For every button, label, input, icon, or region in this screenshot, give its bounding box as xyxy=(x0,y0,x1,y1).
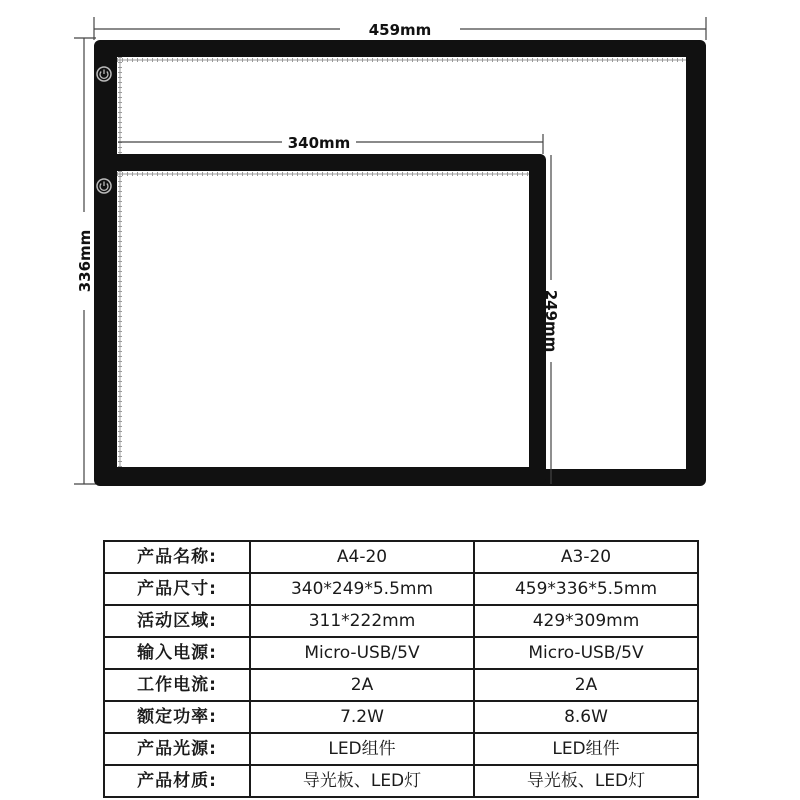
power-icon[interactable] xyxy=(97,67,111,81)
a3-value: 导光板、LED灯 xyxy=(474,765,698,797)
a3-width-label: 459mm xyxy=(368,21,432,39)
table-row xyxy=(104,637,698,669)
table-row xyxy=(104,605,698,637)
a3-value: 8.6W xyxy=(474,701,698,733)
a4-width-label: 340mm xyxy=(287,134,351,152)
a4-value: A4-20 xyxy=(250,541,474,573)
table-row xyxy=(104,701,698,733)
a3-value: 429*309mm xyxy=(474,605,698,637)
row-label: 活动区域: xyxy=(104,605,250,637)
a4-value: 340*249*5.5mm xyxy=(250,573,474,605)
a3-height-label: 336mm xyxy=(76,229,94,293)
a4-light-pad xyxy=(94,154,546,484)
a3-value: 459*336*5.5mm xyxy=(474,573,698,605)
table-row xyxy=(104,733,698,765)
a4-value: LED组件 xyxy=(250,733,474,765)
table-row xyxy=(104,669,698,701)
a3-value: Micro-USB/5V xyxy=(474,637,698,669)
table-row xyxy=(104,541,698,573)
table-row xyxy=(104,765,698,797)
a3-value: LED组件 xyxy=(474,733,698,765)
a4-value: 7.2W xyxy=(250,701,474,733)
row-label: 额定功率: xyxy=(104,701,250,733)
row-label: 产品材质: xyxy=(104,765,250,797)
a4-value: 导光板、LED灯 xyxy=(250,765,474,797)
a3-value: 2A xyxy=(474,669,698,701)
row-label: 工作电流: xyxy=(104,669,250,701)
a4-value: 2A xyxy=(250,669,474,701)
row-label: 产品光源: xyxy=(104,733,250,765)
row-label: 产品名称: xyxy=(104,541,250,573)
spec-comparison-table xyxy=(103,540,699,798)
a3-value: A3-20 xyxy=(474,541,698,573)
table-row xyxy=(104,573,698,605)
row-label: 产品尺寸: xyxy=(104,573,250,605)
power-icon[interactable] xyxy=(97,179,111,193)
a4-height-label: 249mm xyxy=(542,289,560,353)
a4-value: Micro-USB/5V xyxy=(250,637,474,669)
row-label: 输入电源: xyxy=(104,637,250,669)
a4-value: 311*222mm xyxy=(250,605,474,637)
